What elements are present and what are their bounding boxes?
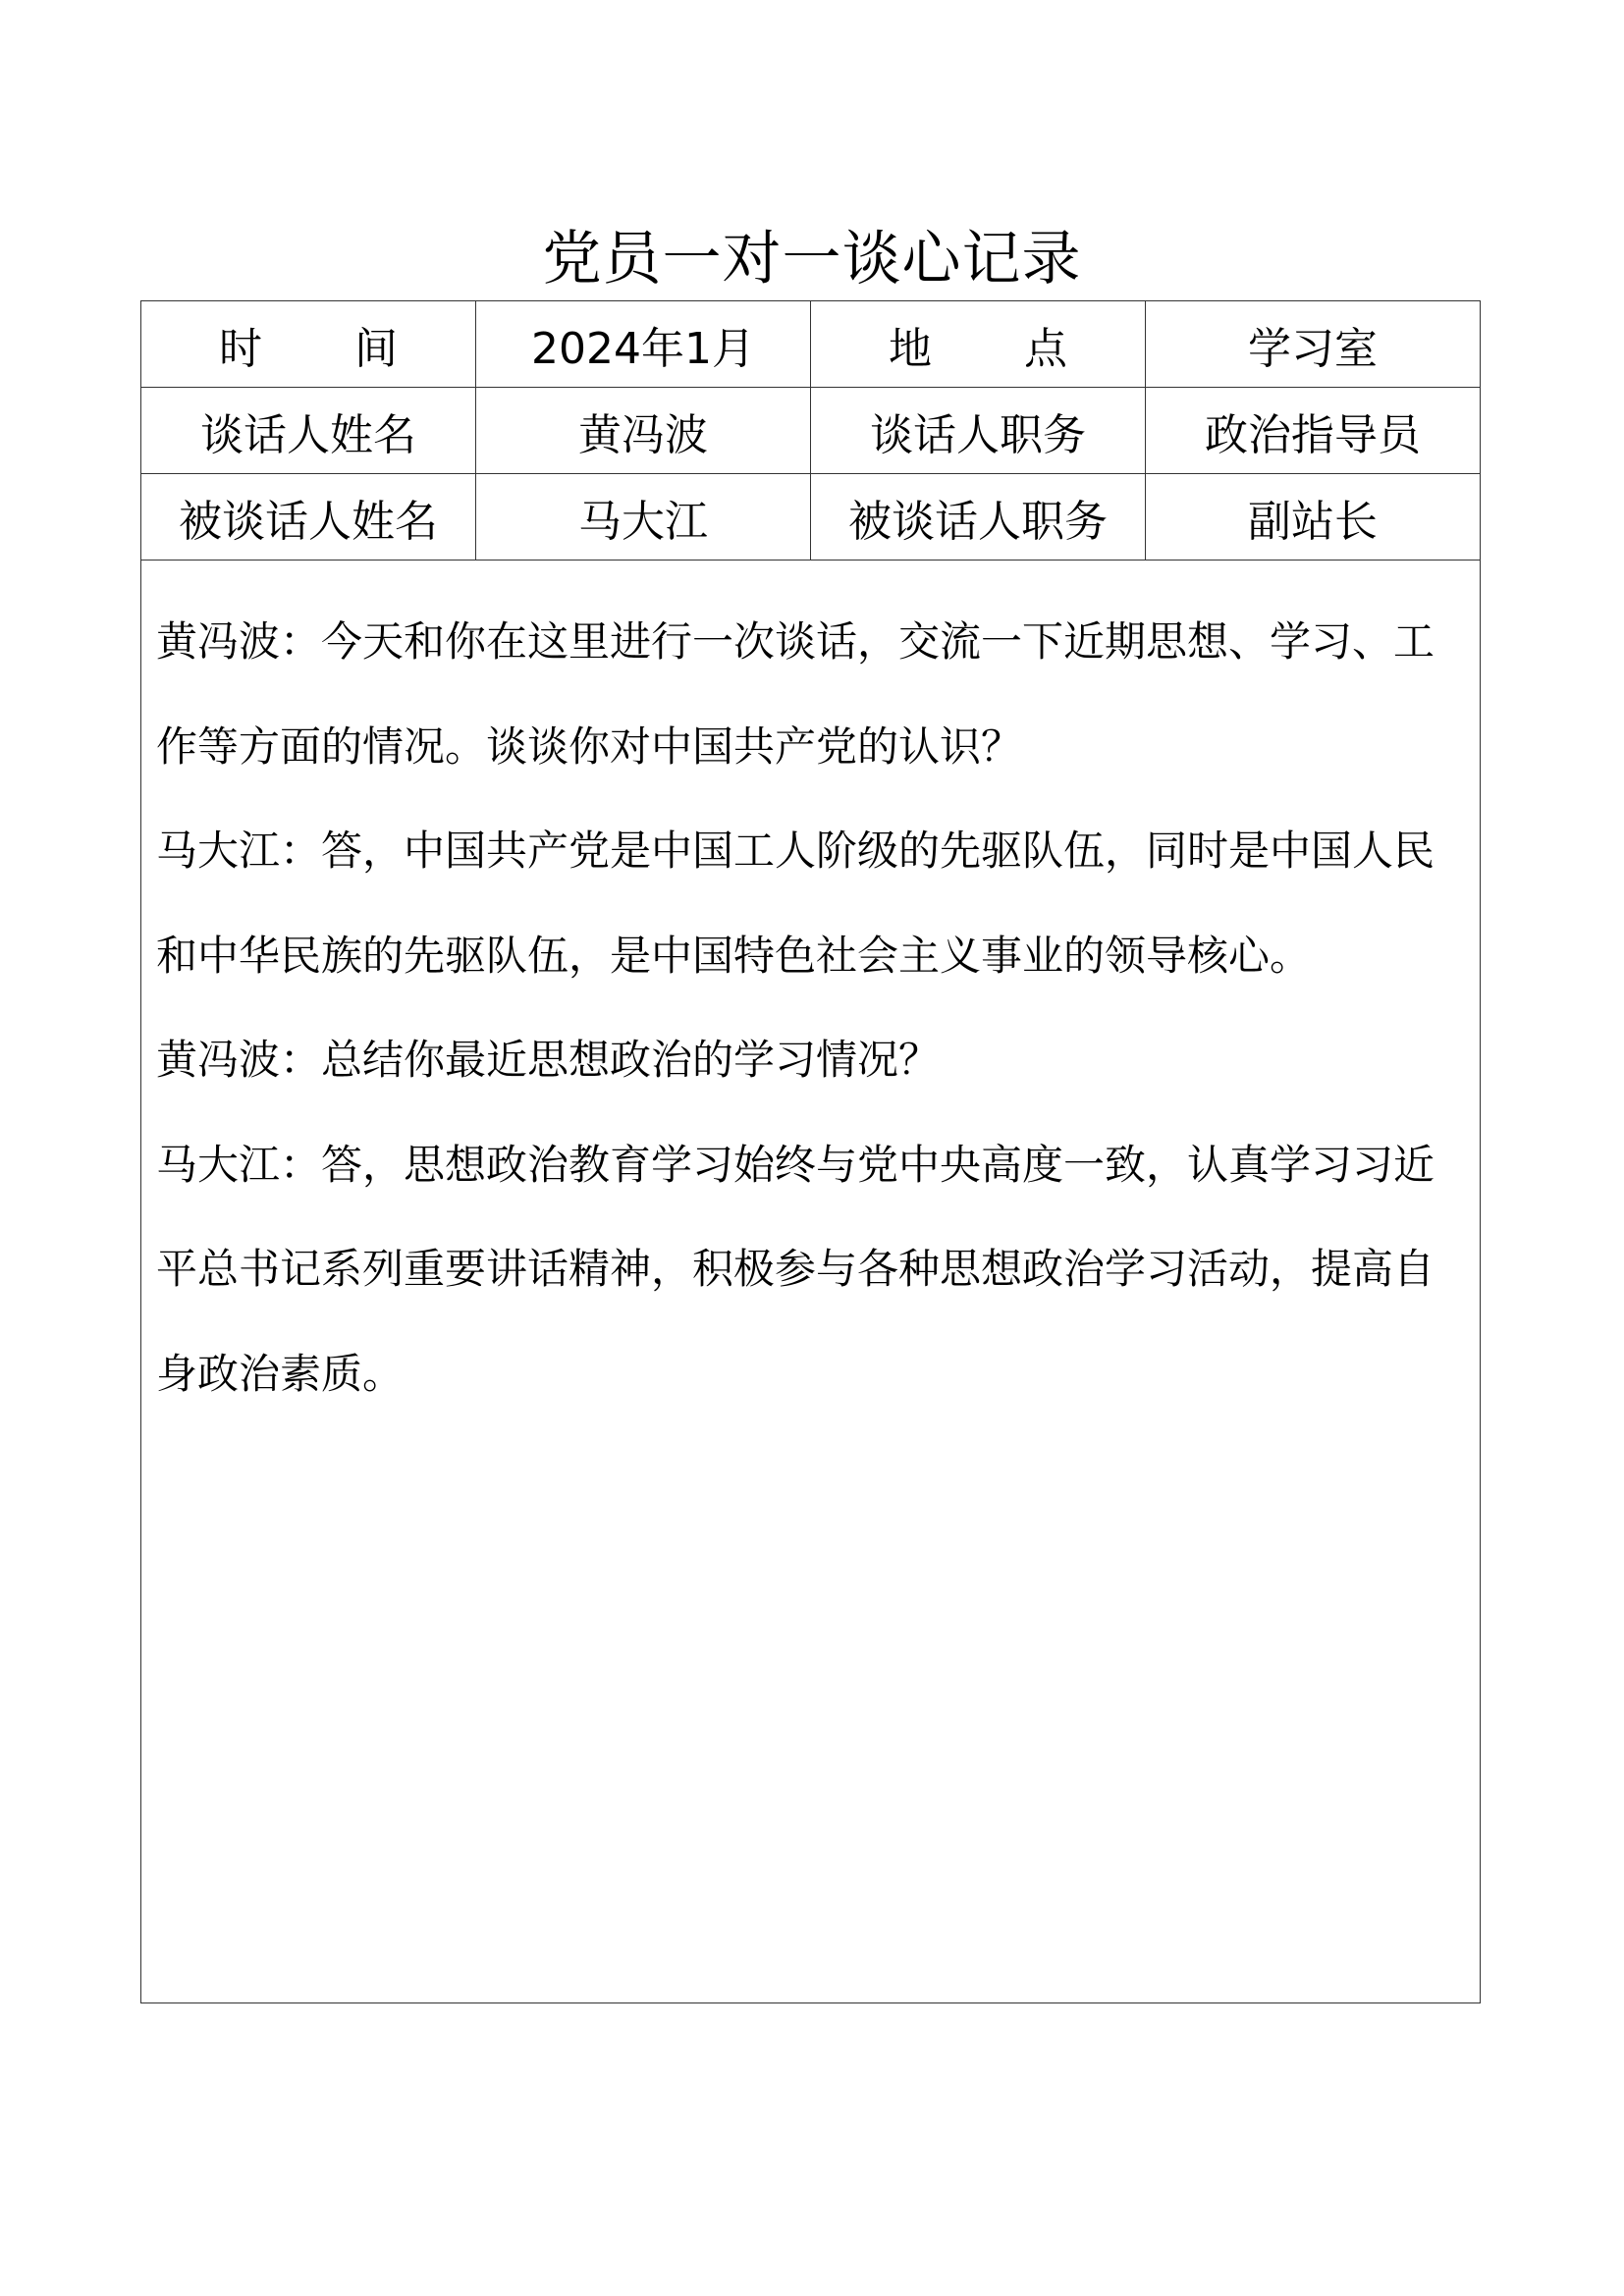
table-row (141, 301, 1481, 388)
interviewee-name-label: 被谈话人姓名 (141, 474, 476, 561)
place-label: 地 点 (811, 301, 1146, 388)
table-row (141, 474, 1481, 561)
talker-position-label: 谈话人职务 (811, 388, 1146, 474)
dialogue-paragraph: 黄冯波：总结你最近思想政治的学习情况？ (156, 1036, 941, 1084)
page-title: 党员一对一谈心记录 (542, 225, 1082, 294)
talk-record-table (140, 300, 1481, 2003)
interviewee-position-label: 被谈话人职务 (811, 474, 1146, 561)
table-row (141, 561, 1481, 2003)
interviewee-position-value: 副站长 (1146, 474, 1481, 561)
time-label: 时 间 (141, 301, 476, 388)
place-value: 学习室 (1146, 301, 1481, 388)
talker-name-label: 谈话人姓名 (141, 388, 476, 474)
dialogue-paragraph: 黄冯波：今天和你在这里进行一次谈话，交流一下近期思想、学习、工作等方面的情况。谈谈你对中国共产党的认识？ (156, 617, 1435, 771)
dialogue-paragraph: 马大江：答，中国共产党是中国工人阶级的先驱队伍，同时是中国人民和中华民族的先驱队伍，是中国特色社会主义事业的领导核心。 (156, 827, 1435, 980)
interviewee-name-value: 马大江 (476, 474, 811, 561)
conversation-content (156, 561, 1466, 1426)
table-row (141, 388, 1481, 474)
conversation-content-cell (141, 561, 1481, 2003)
talker-position-value: 政治指导员 (1146, 388, 1481, 474)
dialogue-paragraph: 马大江：答，思想政治教育学习始终与党中央高度一致，认真学习习近平总书记系列重要讲话精神，积极参与各种思想政治学习活动，提高自身政治素质。 (156, 1140, 1435, 1398)
talker-name-value: 黄冯波 (476, 388, 811, 474)
time-value: 2024年1月 (476, 301, 811, 388)
